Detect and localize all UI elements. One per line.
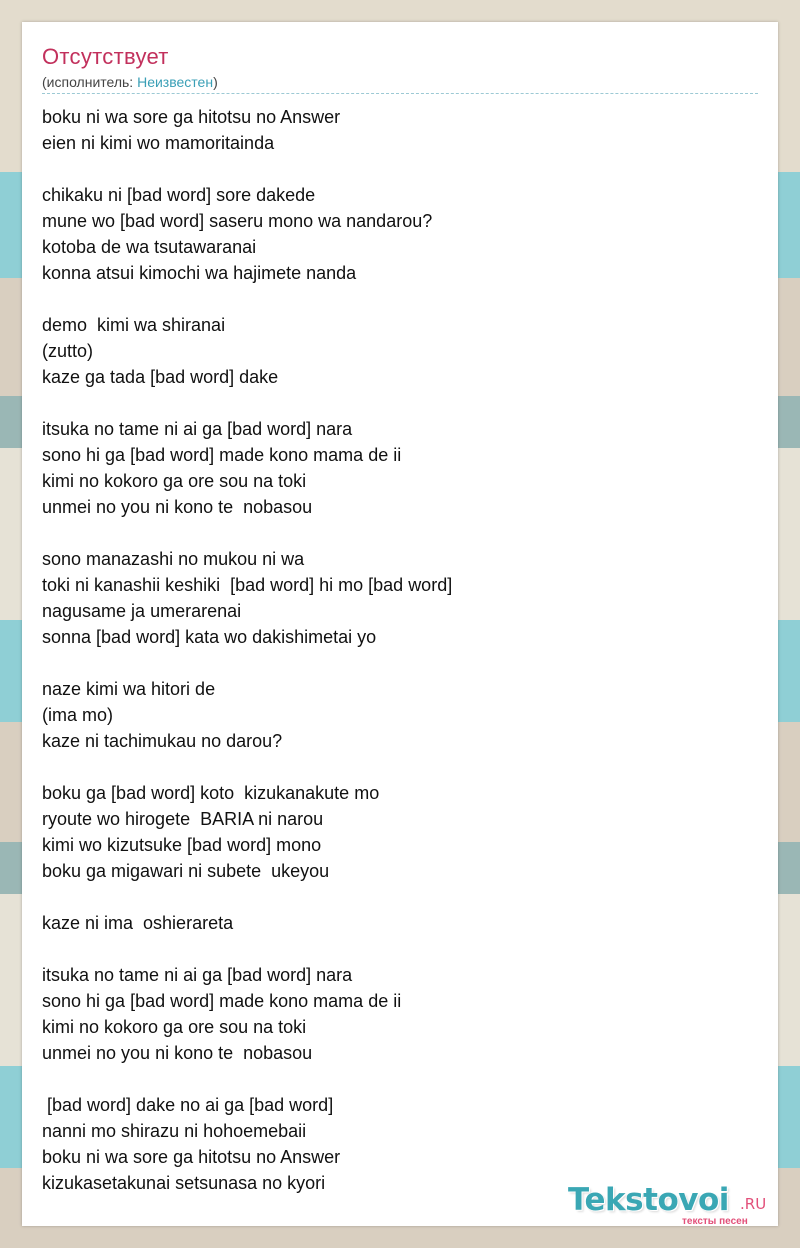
- lyric-line: kaze ga tada [bad word] dake: [42, 367, 279, 387]
- lyric-line: unmei no you ni kono te nobasou: [42, 1043, 313, 1063]
- lyric-line: [bad word] dake no ai ga [bad word]: [42, 1095, 334, 1115]
- lyric-line: kimi wo kizutsuke [bad word] mono: [42, 835, 322, 855]
- lyric-line: nagusame ja umerarenai: [42, 601, 242, 621]
- lyric-line: (ima mo): [42, 705, 113, 725]
- lyric-line: boku ga [bad word] koto kizukanakute mo: [42, 783, 380, 803]
- song-title: Отсутствует: [42, 44, 169, 69]
- lyric-line: [42, 936, 758, 962]
- lyric-line: boku ni wa sore ga hitotsu no Answer: [42, 107, 341, 127]
- lyric-line: ryoute wo hirogete BARIA ni narou: [42, 809, 324, 829]
- lyric-line: konna atsui kimochi wa hajimete nanda: [42, 263, 357, 283]
- title-divider: [42, 93, 758, 94]
- lyric-line: sonna [bad word] kata wo dakishimetai yo: [42, 627, 377, 647]
- lyric-line: [42, 1066, 758, 1092]
- artist-link[interactable]: Неизвестен: [137, 74, 214, 90]
- lyric-line: sono hi ga [bad word] made kono mama de ii: [42, 445, 402, 465]
- lyric-line: kaze ni ima oshierareta: [42, 913, 234, 933]
- logo-wordmark: Tekstovoi: [568, 1182, 729, 1218]
- lyric-line: kotoba de wa tsutawaranai: [42, 237, 257, 257]
- lyric-line: [42, 520, 758, 546]
- lyric-line: unmei no you ni kono te nobasou: [42, 497, 313, 517]
- logo-domain: .RU: [740, 1195, 767, 1213]
- lyric-line: kaze ni tachimukau no darou?: [42, 731, 283, 751]
- tekstovoi-logo[interactable]: [568, 1182, 778, 1226]
- lyric-line: kimi no kokoro ga ore sou na toki: [42, 1017, 307, 1037]
- lyric-line: mune wo [bad word] saseru mono wa nandarou?: [42, 211, 433, 231]
- lyric-line: itsuka no tame ni ai ga [bad word] nara: [42, 419, 353, 439]
- lyric-line: [42, 286, 758, 312]
- lyric-line: sono hi ga [bad word] made kono mama de ii: [42, 991, 402, 1011]
- lyric-line: itsuka no tame ni ai ga [bad word] nara: [42, 965, 353, 985]
- lyric-line: [42, 390, 758, 416]
- lyric-line: chikaku ni [bad word] sore dakede: [42, 185, 316, 205]
- lyric-line: eien ni kimi wo mamoritainda: [42, 133, 275, 153]
- lyric-line: [42, 884, 758, 910]
- lyric-line: [42, 650, 758, 676]
- lyric-line: kimi no kokoro ga ore sou na toki: [42, 471, 307, 491]
- artist-suffix: ): [213, 74, 218, 90]
- lyric-line: [42, 754, 758, 780]
- artist-prefix: (исполнитель:: [42, 74, 138, 90]
- lyrics-card: [22, 22, 778, 1226]
- lyric-line: demo kimi wa shiranai: [42, 315, 226, 335]
- lyric-line: kizukasetakunai setsunasa no kyori: [42, 1173, 326, 1193]
- lyrics-text: [42, 104, 758, 1196]
- lyric-line: nanni mo shirazu ni hohoemebaii: [42, 1121, 307, 1141]
- lyric-line: (zutto): [42, 341, 94, 361]
- lyric-line: boku ga migawari ni subete ukeyou: [42, 861, 330, 881]
- logo-tagline: тексты песен: [682, 1216, 748, 1227]
- lyric-line: [42, 156, 758, 182]
- lyric-line: toki ni kanashii keshiki [bad word] hi mo [bad word]: [42, 575, 453, 595]
- lyric-line: boku ni wa sore ga hitotsu no Answer: [42, 1147, 341, 1167]
- artist-line: [42, 74, 218, 90]
- lyric-line: naze kimi wa hitori de: [42, 679, 216, 699]
- lyric-line: sono manazashi no mukou ni wa: [42, 549, 305, 569]
